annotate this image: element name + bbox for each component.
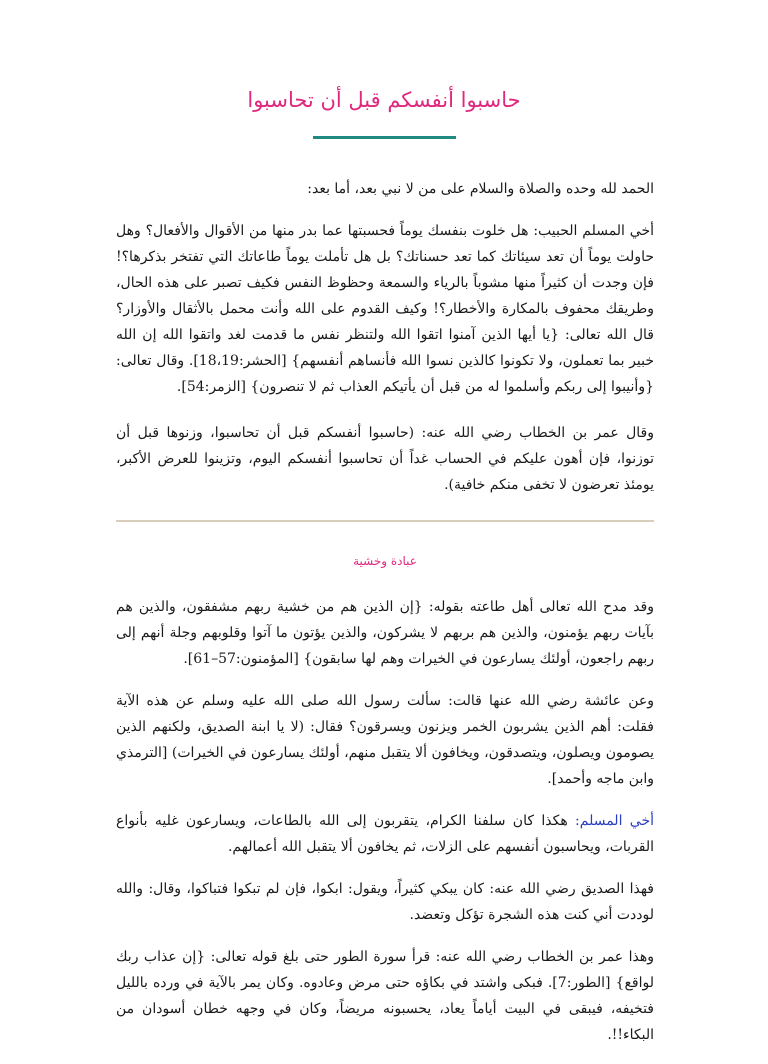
paragraph-2: وقال عمر بن الخطاب رضي الله عنه: (حاسبوا أنفسكم قبل أن تحاسبوا، وزنوها قبل أن توزنوا، فإن أهون عليكم في الحساب غداً أن تحاسبوا أنفسكم اليوم، وتزينوا للعرض الأكبر، يومئذ تعرضون لا تخفى منكم خافية). bbox=[116, 425, 654, 493]
section-heading: عبادة وخشية bbox=[353, 554, 417, 568]
intro-paragraph: الحمد لله وحده والصلاة والسلام على من لا نبي بعد، أما بعد: bbox=[307, 181, 654, 197]
title-underline bbox=[313, 136, 456, 139]
paragraph-3: وقد مدح الله تعالى أهل طاعته بقوله: {إن الذين هم من خشية ربهم مشفقون، والذين هم بآيات ربهم يؤمنون، والذين هم بربهم لا يشركون، والذين يؤتون ما آتوا وقلوبهم وجلة أنهم إلى ربهم راجعون، أولئك يسارعون في الخيرات وهم لها سابقون} [المؤمنون:57–61]. bbox=[116, 599, 654, 667]
paragraph-5-text: هكذا كان سلفنا الكرام، يتقربون إلى الله بالطاعات، ويسارعون غليه بأنواع القربات، ويحاسبون أنفسهم على الزلات، ثم يخافون ألا يتقبل الله أعمالهم. bbox=[116, 813, 654, 855]
paragraph-6: فهذا الصديق رضي الله عنه: كان يبكي كثيراً، ويقول: ابكوا، فإن لم تبكوا فتباكوا، وقال: والله لوددت أني كنت هذه الشجرة تؤكل وتعضد. bbox=[116, 881, 654, 923]
paragraph-5 bbox=[116, 808, 654, 860]
page-title: حاسبوا أنفسكم قبل أن تحاسبوا bbox=[247, 88, 521, 112]
paragraph-4: وعن عائشة رضي الله عنها قالت: سألت رسول الله صلى الله عليه وسلم عن هذه الآية فقلت: أهم الذين يشربون الخمر ويزنون ويسرقون؟ فقال: (لا يا ابنة الصديق، ولكنهم الذين يصومون ويصلون، ويتصدقون، ويخافون ألا يتقبل منهم، أولئك يسارعون في الخيرات) [الترمذي وابن ماجه وأحمد]. bbox=[116, 693, 654, 787]
document-body bbox=[116, 176, 654, 1064]
section-divider bbox=[116, 520, 654, 522]
paragraph-5-lead: أخي المسلم: bbox=[575, 813, 654, 829]
paragraph-1: أخي المسلم الحبيب: هل خلوت بنفسك يوماً فحسبتها عما بدر منها من الأقوال والأفعال؟ وهل حاولت يوماً أن تعد سيئاتك كما تعد حسناتك؟ بل هل تأملت يوماً طاعاتك التي تفتخر بذكرها؟! فإن وجدت أن كثيراً منها مشوباً بالرياء والسمعة وحظوظ النفس فكيف تصبر على هذه الحال، وطريقك محفوف بالمكارة والأخطار؟! وكيف القدوم على الله وأنت محمل بالأثقال والأوزار؟ قال الله تعالى: {يا أيها الذين آمنوا اتقوا الله ولتنظر نفس ما قدمت لغد واتقوا الله إن الله خبير بما تعملون، ولا تكونوا كالذين نسوا الله فأنساهم أنفسهم} [الحشر:18،19]. وقال تعالى: {وأنيبوا إلى ربكم وأسلموا له من قبل أن يأتيكم العذاب ثم لا تنصرون} [الزمر:54]. bbox=[116, 223, 654, 395]
paragraph-7: وهذا عمر بن الخطاب رضي الله عنه: قرأ سورة الطور حتى بلغ قوله تعالى: {إن عذاب ربك لواقع} [الطور:7]. فبكى واشتد في بكاؤه حتى مرض وعادوه. وكان يمر بالآية في ورده بالليل فتخيفه، فيبقى في البيت أياماً يعاد، يحسبونه مريضاً، وكان في وجهه خطان أسودان من البكاء!!. bbox=[116, 949, 654, 1043]
